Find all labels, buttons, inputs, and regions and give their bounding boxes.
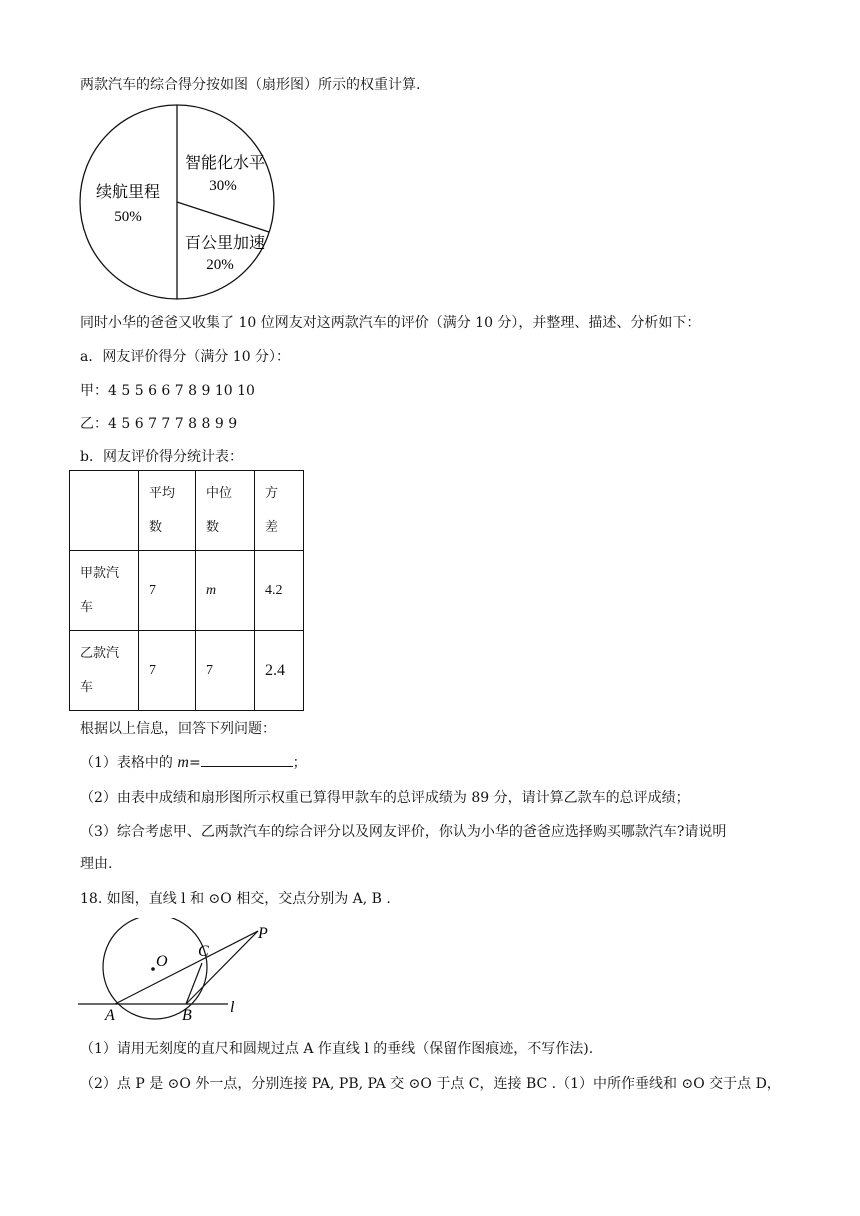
label-P: P [258,925,268,942]
pie-slice-label: 百公里加速 [184,233,266,252]
p18-question-2: （2）点 P 是 ⊙O 外一点，分别连接 PA, PB, PA 交 ⊙O 于点 C，连接 BC .（1）中所作垂线和 ⊙O 交于点 D， [80,1076,781,1092]
table-header-variance: 方 差 [255,471,304,551]
row-name: 乙款汽 车 [70,631,139,711]
table-header-mean: 平均 数 [139,471,196,551]
label-A: A [105,1007,115,1024]
question-3-line1: （3）综合考虑甲、乙两款汽车的综合评分以及网友评价，你认为小华的爸爸应选择购买哪款汽车?请说明 [80,824,727,840]
table-header-row [70,471,304,551]
pie-slice-label: 续航里程 [95,182,161,201]
row-mean: 7 [139,631,196,711]
segment-PA [115,931,258,1004]
yi-scores: 乙：4 5 6 7 7 7 8 8 9 9 [80,416,238,432]
part-a-label: a．网友评价得分（满分 10 分）： [80,349,291,365]
survey-text: 同时小华的爸爸又收集了 10 位网友对这两款汽车的评价（满分 10 分），并整理、描述、分析如下： [80,315,701,331]
row-variance: 4.2 [255,551,304,631]
row-name: 甲款汽 车 [70,551,139,631]
table-corner-cell [70,471,139,551]
row-variance: 2.4 [255,631,304,711]
jia-scores: 甲：4 5 5 6 6 7 8 9 10 10 [80,383,255,399]
pie-slice-label: 智能化水平 [184,153,266,172]
label-O: O [156,953,168,970]
answer-blank[interactable] [201,752,293,767]
label-l: l [230,999,235,1016]
question-3-line2: 理由. [80,856,113,872]
p18-question-1: （1）请用无刻度的直尺和圆规过点 A 作直线 l 的垂线（保留作图痕迹，不写作法). [80,1041,594,1057]
table-row [70,551,304,631]
segment-PB [186,931,258,1004]
pie-slice-value: 20% [206,257,234,273]
intro-text: 两款汽车的综合得分按如图（扇形图）所示的权重计算. [80,77,421,93]
center-dot [151,967,155,971]
problem-18: 18. 如图，直线 l 和 ⊙O 相交，交点分别为 A, B . [80,891,391,907]
question-2: （2）由表中成绩和扇形图所示权重已算得甲款车的总评成绩为 89 分，请计算乙款车的总评成绩； [80,790,690,806]
weight-pie-chart [78,103,278,303]
label-C: C [198,943,209,960]
circle-line-figure [78,918,278,1030]
row-median: m [196,551,255,631]
stats-table [69,470,304,711]
pie-slice-value: 30% [209,178,237,194]
row-median: 7 [196,631,255,711]
table-header-median: 中位 数 [196,471,255,551]
segment-BC [186,963,202,1004]
question-1: （1）表格中的 m= ； [80,754,307,771]
label-B: B [182,1007,192,1024]
answer-intro: 根据以上信息，回答下列问题： [80,721,276,737]
part-b-label: b．网友评价得分统计表： [80,449,243,465]
var-m: m [177,754,189,771]
table-row [70,631,304,711]
row-mean: 7 [139,551,196,631]
pie-slice-value: 50% [114,209,142,225]
